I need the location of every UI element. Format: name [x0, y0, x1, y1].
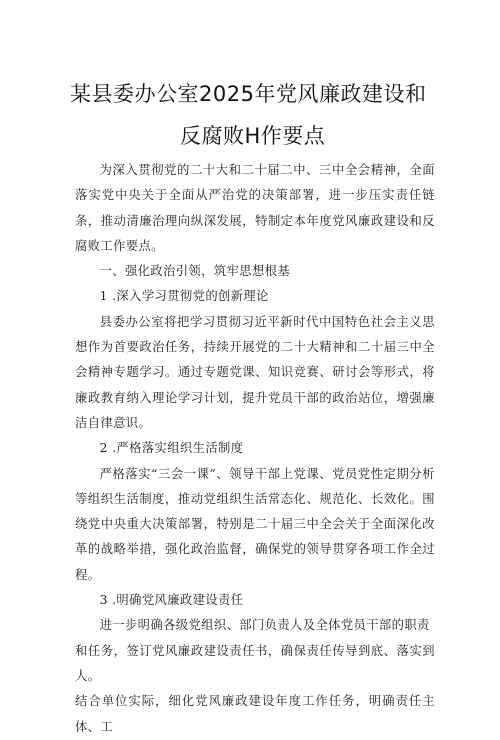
document-title-line-1: 某县委办公室2025年党风廉政建设和	[70, 82, 427, 106]
item-1-paragraph: 县委办公室将把学习贯彻习近平新时代中国特色社会主义思想作为首要政治任务，持续开展党的二十大精神和二十届三中全会精神专题学习。通过专题党课、知识竞赛、研讨会等形式，将廉政教育纳入理论学习计划，提升党员干部的政治站位，增强廉洁自律意识。	[75, 314, 435, 430]
item-3-paragraph-line-1: 进一步明确各级党组织、部门负责人及全体党员干部的职责	[99, 618, 430, 633]
item-3-paragraph-line-2: 和任务，签订党风廉政建设责任书，确保责任传导到底、落实到人。	[75, 643, 435, 683]
intro-paragraph: 为深入贯彻党的二十大和二十届二中、三中全会精神，全面落实党中央关于全面从严治党的决策部署，进一步压实责任链条，推动清廉治理向纵深发展，特制定本年度党风廉政建设和反腐败工作要点。	[75, 163, 435, 253]
document-title-line-2: 反腐败H作要点	[180, 124, 326, 148]
item-1-heading: 1 .深入学习贯彻党的创新理论	[99, 289, 269, 304]
section-1-heading: 一、强化政治引领，筑牢思想根基	[99, 264, 291, 279]
item-3-heading: 3 .明确党风廉政建设责任	[99, 593, 244, 608]
item-2-paragraph: 严格落实“三会一课”、领导干部上党课、党员党性定期分析等组织生活制度，推动党组织生活常态化、规范化、长效化。围绕党中央重大决策部署，特别是二十届三中全会关于全面深化改革的战略举措，强化政治监督，确保党的领导贯穿各项工作全过程。	[75, 466, 435, 582]
item-3-paragraph-line-3: 结合单位实际，细化党风廉政建设年度工作任务，明确责任主体、工	[75, 694, 435, 734]
document-body	[75, 158, 435, 740]
item-2-heading: 2 .严格落实组织生活制度	[99, 441, 244, 456]
